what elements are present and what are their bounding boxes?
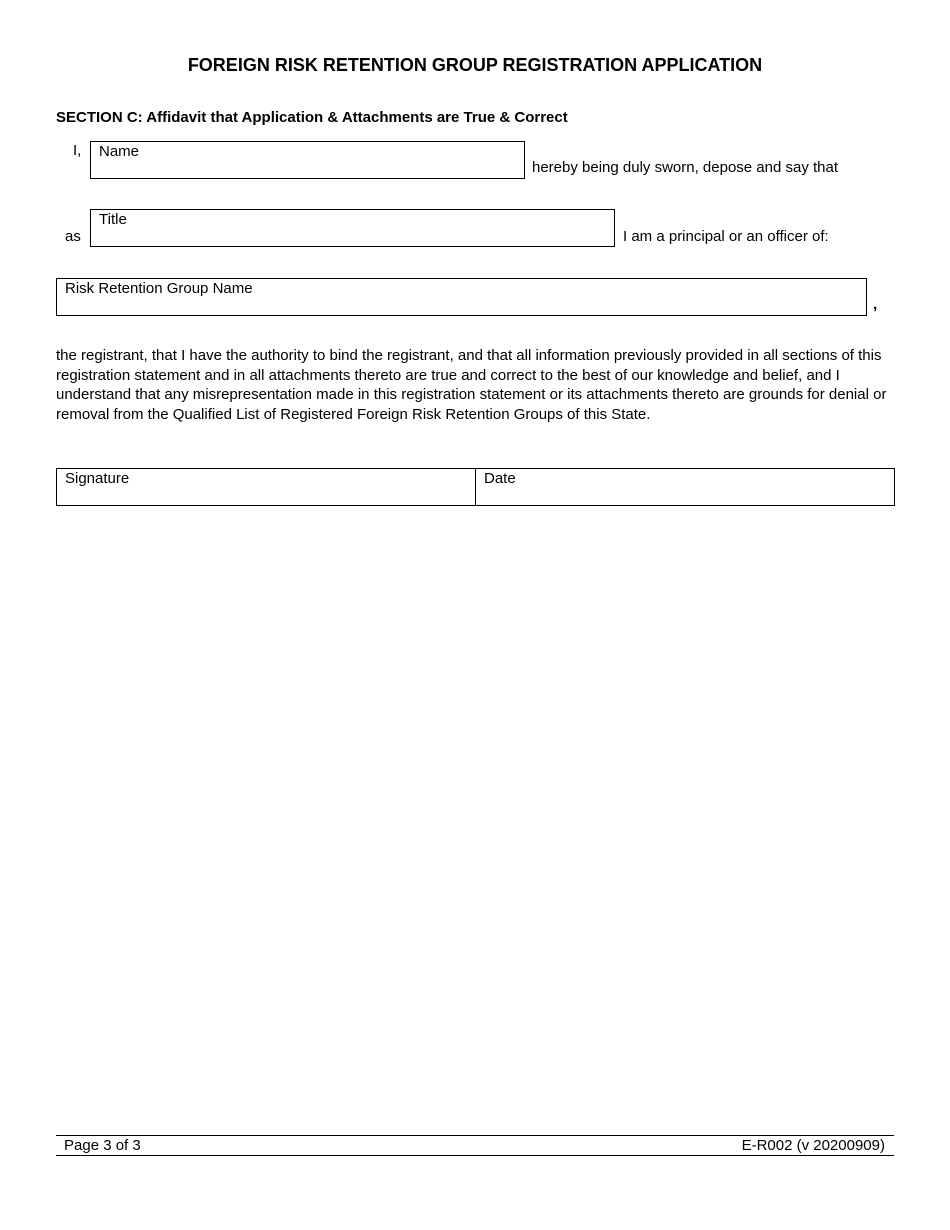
footer-page-number: Page 3 of 3 <box>64 1137 141 1154</box>
date-label: Date <box>484 470 516 487</box>
signature-label: Signature <box>65 470 130 487</box>
signature-input[interactable] <box>65 487 467 503</box>
signature-field[interactable] <box>56 468 476 506</box>
title-input[interactable] <box>99 228 606 244</box>
name-field[interactable] <box>90 141 525 179</box>
section-heading: SECTION C: Affidavit that Application & Attachments are True & Correct <box>56 109 568 126</box>
sworn-text: hereby being duly sworn, depose and say that <box>532 159 839 176</box>
group-name-label: Risk Retention Group Name <box>65 280 253 297</box>
group-name-input[interactable] <box>65 297 858 313</box>
affidavit-statement: the registrant, that I have the authority to bind the registrant, and that all information previously provided in all sections of this registration statement and in all attachments thereto are true and correct to the best of our knowledge and belief, and I understand that any misrepresentation made in this registration statement or its attachments thereto are grounds for denial or removal from the Qualified List of Registered Foreign Risk Retention Groups of this State. <box>56 347 887 423</box>
group-name-field[interactable] <box>56 278 867 316</box>
date-input[interactable] <box>484 487 886 503</box>
trailing-comma: , <box>873 296 878 313</box>
title-field[interactable] <box>90 209 615 247</box>
prefix-i: I, <box>73 142 82 159</box>
footer-top-rule <box>56 1135 894 1136</box>
page-title: FOREIGN RISK RETENTION GROUP REGISTRATION APPLICATION <box>187 55 763 75</box>
title-field-label: Title <box>99 211 127 228</box>
date-field[interactable] <box>475 468 895 506</box>
footer-bottom-rule <box>56 1155 894 1156</box>
footer-form-id: E-R002 (v 20200909) <box>741 1137 885 1154</box>
name-input[interactable] <box>99 160 516 176</box>
prefix-as: as <box>65 228 81 245</box>
name-field-label: Name <box>99 143 140 160</box>
officer-text: I am a principal or an officer of: <box>623 228 829 245</box>
